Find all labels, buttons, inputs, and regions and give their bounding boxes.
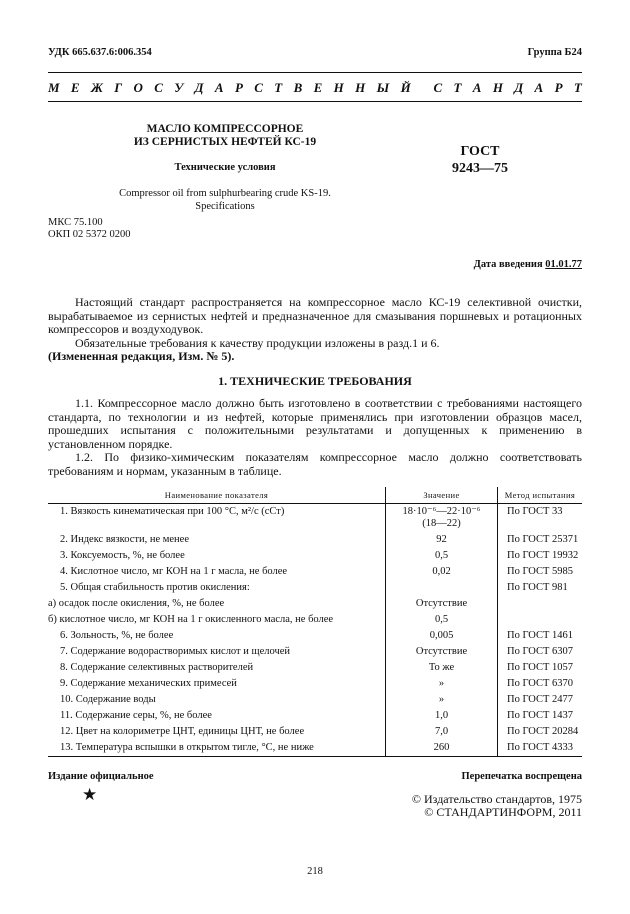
cell-value-main: 18·10⁻⁶—22·10⁻⁶ (402, 506, 481, 517)
table-row (48, 504, 582, 533)
cell-indicator: а) осадок после окисления, %, не более (48, 596, 386, 612)
cell-value-main: 0,5 (434, 550, 449, 561)
cell-indicator: 11. Содержание серы, %, не более (48, 708, 386, 724)
cell-value-main: 0,02 (432, 566, 451, 577)
copyright-block (412, 793, 582, 818)
cell-value-main: 260 (433, 742, 450, 753)
cell-indicator: 2. Индекс вязкости, не менее (48, 532, 386, 548)
banner-letter: Ж (90, 80, 103, 95)
table-row (48, 660, 582, 676)
clause-1-1: 1.1. Компрессорное масло должно быть изготовлено в соответствии с требованиями настоящего стандарта, по технологии и из нефтей, которые применялись при изготовлении образцов масел, прошедших испытания с положительными результатами и допущенных к применению в установленном порядке. (48, 396, 582, 451)
cell-method: По ГОСТ 1461 (507, 630, 574, 641)
title-line-2: ИЗ СЕРНИСТЫХ НЕФТЕЙ КС-19 (133, 136, 317, 148)
banner-letter: Н (355, 80, 366, 95)
cell-value (386, 676, 498, 692)
cell-value (386, 612, 498, 628)
cell-value (386, 692, 498, 708)
cell-value-main: 1,0 (434, 710, 449, 721)
banner-letter: А (534, 80, 544, 95)
introduction-date (474, 259, 582, 270)
cell-value (386, 660, 498, 676)
cell-value-main: 0,005 (429, 630, 454, 641)
cell-value-main: 92 (436, 534, 447, 545)
cell-indicator: 7. Содержание водорастворимых кислот и щелочей (48, 644, 386, 660)
cell-indicator: 8. Содержание селективных растворителей (48, 660, 386, 676)
banner-letter: А (214, 80, 224, 95)
date-value: 01.01.77 (545, 259, 582, 270)
section-heading: 1. ТЕХНИЧЕСКИЕ ТРЕБОВАНИЯ (218, 374, 412, 388)
english-title (110, 187, 340, 213)
cell-method (498, 596, 583, 612)
table-row (48, 612, 582, 628)
banner-letter: Е (313, 80, 323, 95)
cell-method: По ГОСТ 1057 (507, 662, 574, 673)
amendment-note: (Измененная редакция, Изм. № 5). (48, 349, 235, 363)
banner-letter: О (133, 80, 143, 95)
banner-letter: М (48, 80, 60, 95)
cell-method: По ГОСТ 981 (507, 582, 568, 593)
banner-letter: У (174, 80, 184, 95)
document-subtitle: Технические условия (174, 162, 276, 173)
top-rule (48, 72, 582, 73)
banner-letter: С (433, 80, 443, 95)
star-icon: ★ (82, 785, 98, 804)
table-row (48, 740, 582, 757)
cell-method: По ГОСТ 6307 (507, 646, 574, 657)
cell-value-main: » (438, 678, 445, 689)
banner-letter: Ы (376, 80, 390, 95)
banner-letter: В (293, 80, 303, 95)
table-row (48, 548, 582, 564)
banner-letter: Д (194, 80, 204, 95)
banner-rule (48, 101, 582, 102)
cell-value-main: 0,5 (434, 614, 449, 625)
cell-value (386, 708, 498, 724)
banner-letter: С (254, 80, 263, 95)
table-row (48, 692, 582, 708)
cell-value (386, 628, 498, 644)
table-body (48, 504, 582, 757)
udk-code: УДК 665.637.6:006.354 (48, 47, 152, 58)
cell-value-main: Отсутствие (415, 598, 468, 609)
cell-indicator: 6. Зольность, %, не более (48, 628, 386, 644)
document-title (110, 123, 340, 149)
intro-paragraph-2: Обязательные требования к качеству продукции изложены в разд.1 и 6. (75, 335, 440, 350)
header-indicator: Наименование показателя (48, 487, 386, 504)
english-title-line-2: Specifications (195, 201, 255, 212)
cell-value (386, 580, 498, 596)
cell-method: По ГОСТ 33 (507, 506, 563, 517)
banner-letter: Г (114, 80, 123, 95)
table-row (48, 596, 582, 612)
cell-method: По ГОСТ 5985 (507, 566, 574, 577)
cell-value (386, 504, 498, 533)
banner-letter: С (154, 80, 163, 95)
official-edition: Издание официальное (48, 771, 154, 782)
cell-indicator: 1. Вязкость кинематическая при 100 °С, м²/с (сСт) (48, 504, 386, 533)
copyright-line-1: © Издательство стандартов, 1975 (411, 792, 582, 806)
gost-number: 9243—75 (452, 161, 508, 176)
table-row (48, 708, 582, 724)
cell-indicator: 13. Температура вспышки в открытом тигле, °С, не ниже (48, 740, 386, 757)
date-label: Дата введения (473, 259, 543, 270)
standard-banner (48, 80, 582, 96)
mks-code: МКС 75.100 (48, 217, 103, 228)
english-title-line-1: Compressor oil from sulphurbearing crude KS-19. (119, 188, 331, 199)
banner-letter: Р (554, 80, 563, 95)
banner-letter: Н (492, 80, 503, 95)
cell-method: По ГОСТ 2477 (507, 694, 574, 705)
cell-value-main: То же (428, 662, 455, 673)
banner-letter: Т (453, 80, 462, 95)
classification-codes (48, 217, 131, 241)
banner-letter: Д (514, 80, 524, 95)
cell-value-alt: (18—22) (422, 518, 461, 529)
gost-designation (440, 143, 520, 177)
banner-letter: А (472, 80, 482, 95)
cell-value (386, 644, 498, 660)
table-row (48, 644, 582, 660)
cell-value-main: Отсутствие (415, 646, 468, 657)
cell-value-main: » (438, 694, 445, 705)
cell-indicator: 5. Общая стабильность против окисления: (48, 580, 386, 596)
cell-value (386, 564, 498, 580)
table-row (48, 724, 582, 740)
banner-letter: Т (573, 80, 582, 95)
cell-method: По ГОСТ 4333 (498, 740, 583, 757)
clause-1-2: 1.2. По физико-химическим показателям компрессорное масло должно соответствовать требованиям и нормам, указанным в таблице. (48, 450, 582, 478)
cell-method (498, 612, 583, 628)
cell-value (386, 548, 498, 564)
reprint-notice: Перепечатка воспрещена (461, 771, 582, 782)
cell-method: По ГОСТ 25371 (507, 534, 579, 545)
copyright-line-2: © СТАНДАРТИНФОРМ, 2011 (424, 804, 582, 819)
page-number: 218 (307, 866, 323, 877)
intro-section (48, 296, 582, 364)
title-line-1: МАСЛО КОМПРЕССОРНОЕ (146, 123, 304, 135)
table-row (48, 580, 582, 596)
table-row (48, 676, 582, 692)
cell-value (386, 740, 498, 757)
gost-label: ГОСТ (460, 144, 500, 159)
requirements-table (48, 487, 582, 757)
cell-method: По ГОСТ 20284 (507, 726, 579, 737)
table-row (48, 532, 582, 548)
cell-value (386, 596, 498, 612)
banner-letter: Е (70, 80, 80, 95)
group-code: Группа Б24 (527, 47, 582, 58)
cell-indicator: 12. Цвет на колориметре ЦНТ, единицы ЦНТ, не более (48, 724, 386, 740)
banner-letter: Й (400, 80, 411, 95)
table-row (48, 628, 582, 644)
cell-indicator: б) кислотное число, мг КОН на 1 г окисленного масла, не более (48, 612, 386, 628)
header-value: Значение (386, 487, 498, 504)
cell-method: По ГОСТ 1437 (507, 710, 574, 721)
cell-indicator: 10. Содержание воды (48, 692, 386, 708)
cell-method: По ГОСТ 6370 (507, 678, 574, 689)
table-row (48, 564, 582, 580)
cell-value-main: 7,0 (434, 726, 449, 737)
cell-value (386, 532, 498, 548)
banner-letter: Р (234, 80, 243, 95)
table-header-row (48, 487, 582, 504)
banner-letter: Т (274, 80, 283, 95)
cell-method: По ГОСТ 19932 (507, 550, 579, 561)
intro-paragraph-1: Настоящий стандарт распространяется на компрессорное масло КС-19 селективной очистки, вырабатываемое из сернистых нефтей и предназначенное для смазывания поршневых и ротационных компрессоров и воздуходувок. (48, 295, 582, 336)
banner-letter: Н (333, 80, 344, 95)
cell-indicator: 4. Кислотное число, мг КОН на 1 г масла, не более (48, 564, 386, 580)
cell-value (386, 724, 498, 740)
cell-indicator: 3. Коксуемость, %, не более (48, 548, 386, 564)
okp-code: ОКП 02 5372 0200 (48, 229, 131, 240)
header-method: Метод испытания (498, 487, 583, 504)
section-1-body (48, 397, 582, 478)
cell-indicator: 9. Содержание механических примесей (48, 676, 386, 692)
